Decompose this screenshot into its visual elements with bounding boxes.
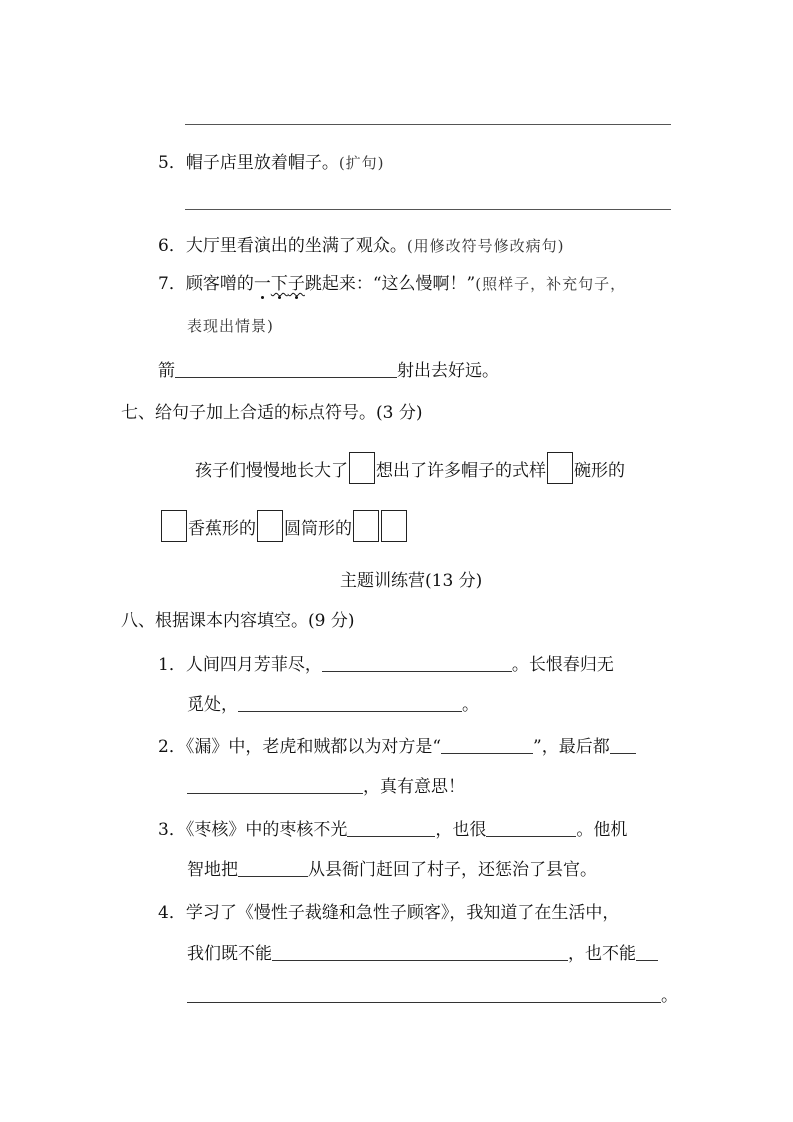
question-5	[158, 148, 385, 173]
question-hint: (用修改符号修改病句)	[406, 237, 565, 255]
question-text-suffix: 跳起来：“这么慢啊！”	[304, 274, 476, 294]
blank-field[interactable]	[322, 655, 512, 672]
item-text: 我们既不能	[187, 944, 272, 964]
item-text: 2．《漏》中，老虎和贼都以为对方是“	[158, 737, 442, 757]
question-6	[158, 231, 565, 256]
sentence-part: 碗形的	[574, 461, 625, 481]
sentence-part: 香蕉形的	[188, 519, 256, 539]
section-title: 八、根据课本内容填空。	[121, 611, 308, 631]
punctuation-line-1	[195, 452, 625, 484]
item-4-line-2	[187, 939, 658, 964]
item-text: 。	[661, 986, 678, 1006]
blank-field[interactable]	[347, 820, 435, 837]
punctuation-box[interactable]	[349, 452, 375, 484]
item-2-line-2	[187, 772, 465, 797]
question-text: 6．大厅里看演出的坐满了观众。	[158, 236, 407, 256]
blank-field[interactable]	[187, 986, 661, 1003]
item-text: ，也很	[435, 820, 487, 840]
section-7-heading	[121, 398, 422, 423]
question-text: 5．帽子店里放着帽子。	[158, 153, 339, 173]
blank-field[interactable]	[610, 737, 636, 754]
item-4-line-3	[187, 981, 678, 1006]
question-hint: (扩句)	[338, 154, 385, 172]
blank-field[interactable]	[486, 820, 576, 837]
section-score: (9 分)	[308, 611, 355, 631]
blank-field[interactable]	[238, 695, 462, 712]
item-text: 智地把	[187, 860, 238, 880]
dotted-char: 下	[271, 269, 288, 294]
question-text-prefix: 7．顾客噌的	[158, 274, 254, 294]
sentence-end: 射出去好远。	[397, 361, 499, 381]
blank-field[interactable]	[187, 777, 363, 794]
answer-line[interactable]	[185, 124, 671, 125]
punctuation-box[interactable]	[547, 452, 573, 484]
sentence-part: 圆筒形的	[284, 519, 352, 539]
blank-field[interactable]	[636, 944, 658, 961]
item-3-line-1	[158, 815, 627, 840]
dotted-char: 子	[288, 269, 305, 294]
item-text: ，也不能	[568, 944, 636, 964]
item-1-line-2	[187, 690, 479, 715]
item-4-line-1	[158, 898, 619, 923]
item-text: 。	[462, 695, 479, 715]
item-text: 4．学习了《慢性子裁缝和急性子顾客》，我知道了在生活中，	[158, 903, 620, 923]
section-8-heading	[121, 606, 354, 631]
punctuation-box[interactable]	[257, 510, 283, 542]
item-text: 从县衙门赶回了村子，还惩治了县官。	[308, 860, 597, 880]
sentence-part: 孩子们慢慢地长大了	[195, 461, 348, 481]
item-text: 。他机	[576, 820, 628, 840]
question-7	[158, 269, 626, 294]
punctuation-box[interactable]	[381, 510, 407, 542]
answer-line[interactable]	[185, 209, 671, 210]
punctuation-box[interactable]	[161, 510, 187, 542]
question-hint: (照样子，补充句子，	[475, 275, 627, 293]
item-text: ，真有意思！	[363, 777, 465, 797]
item-text: ”，最后都	[533, 737, 610, 757]
sentence-part: 想出了许多帽子的式样	[376, 461, 546, 481]
item-1-line-1	[158, 650, 614, 675]
item-text: 3．《枣核》中的枣核不光	[158, 820, 348, 840]
theme-title: 主题训练营(13 分)	[340, 571, 483, 591]
item-text: 。长恨春归无	[511, 655, 614, 675]
punctuation-box[interactable]	[353, 510, 379, 542]
blank-field[interactable]	[238, 860, 308, 877]
item-text: 觅处，	[187, 695, 238, 715]
sentence-start: 箭	[158, 361, 175, 381]
section-score: (3 分)	[376, 403, 423, 423]
blank-field[interactable]	[175, 361, 397, 378]
question-hint-continued: 表现出情景)	[187, 317, 274, 335]
blank-field[interactable]	[441, 737, 533, 754]
item-text: 1．人间四月芳菲尽，	[158, 655, 322, 675]
item-3-line-2	[187, 855, 597, 880]
section-title: 七、给句子加上合适的标点符号。	[121, 403, 376, 423]
blank-field[interactable]	[272, 944, 568, 961]
fill-sentence	[158, 356, 499, 381]
dotted-char: 一	[254, 269, 271, 294]
item-2-line-1	[158, 732, 636, 757]
punctuation-line-2	[160, 510, 408, 542]
